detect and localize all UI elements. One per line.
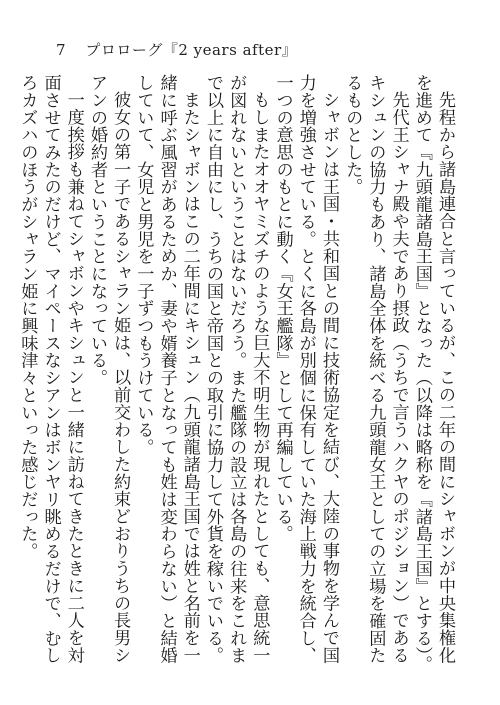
paragraph: 先程から諸島連合と言っているが、この二年の間にシャボンが中央集権化を進めて『九頭龍諸島王国』となった（以降は略称を『諸島王国』とする）。 bbox=[411, 74, 455, 673]
page-header bbox=[56, 39, 297, 60]
page-number: 7 bbox=[56, 41, 67, 59]
paragraph: もしまたオオヤミズチのような巨大不明生物が現れたとしても、意思統一が図れないということはないだろう。また艦隊の設立は各島の往来をこれまで以上に自由にし、うちの国と帝国との取引に協力して外貨を稼いでいる。 bbox=[202, 74, 270, 664]
paragraph: 一度挨拶も兼ねてシャボンやキシュンと一緒に訪ねてきたときに二人を対面させてみたのだけど、マイペースなシアンはボンヤリ眺めるだけで、むしろカズハのほうがシャラン姫に興味津々といった感じだった。 bbox=[17, 74, 84, 664]
running-title: プロローグ『2 years after』 bbox=[85, 41, 298, 59]
vertical-body-text bbox=[15, 74, 456, 679]
paragraph: シャボンは王国・共和国との間に技術協定を結び、大陸の事物を学んで国力を増強させている。とくに各島が別個に保有していた海上戦力を統合し、一つの意思のもとに動く『女王艦隊』として再編している。 bbox=[272, 74, 339, 664]
paragraph: 彼女の第一子であるシャラン姫は、以前交わした約束どおりうちの長男シアンの婚約者ということになっている。 bbox=[86, 74, 131, 664]
paragraph: またシャボンはこの二年間にキシュン（九頭龍諸島王国では姓と名前を一緒に呼ぶ風習があるためか、妻や婿養子となっても姓は変わらない）と結婚していて、女児と男児を一子ずつもうけている。 bbox=[133, 74, 200, 664]
paragraph: 先代王シャナ殿や夫であり摂政（うちで言うハクヤのポジション）であるキシュンの協力もあり、諸島全体を統べる九頭龍女王としての立場を確固たるものとした。 bbox=[342, 74, 409, 664]
